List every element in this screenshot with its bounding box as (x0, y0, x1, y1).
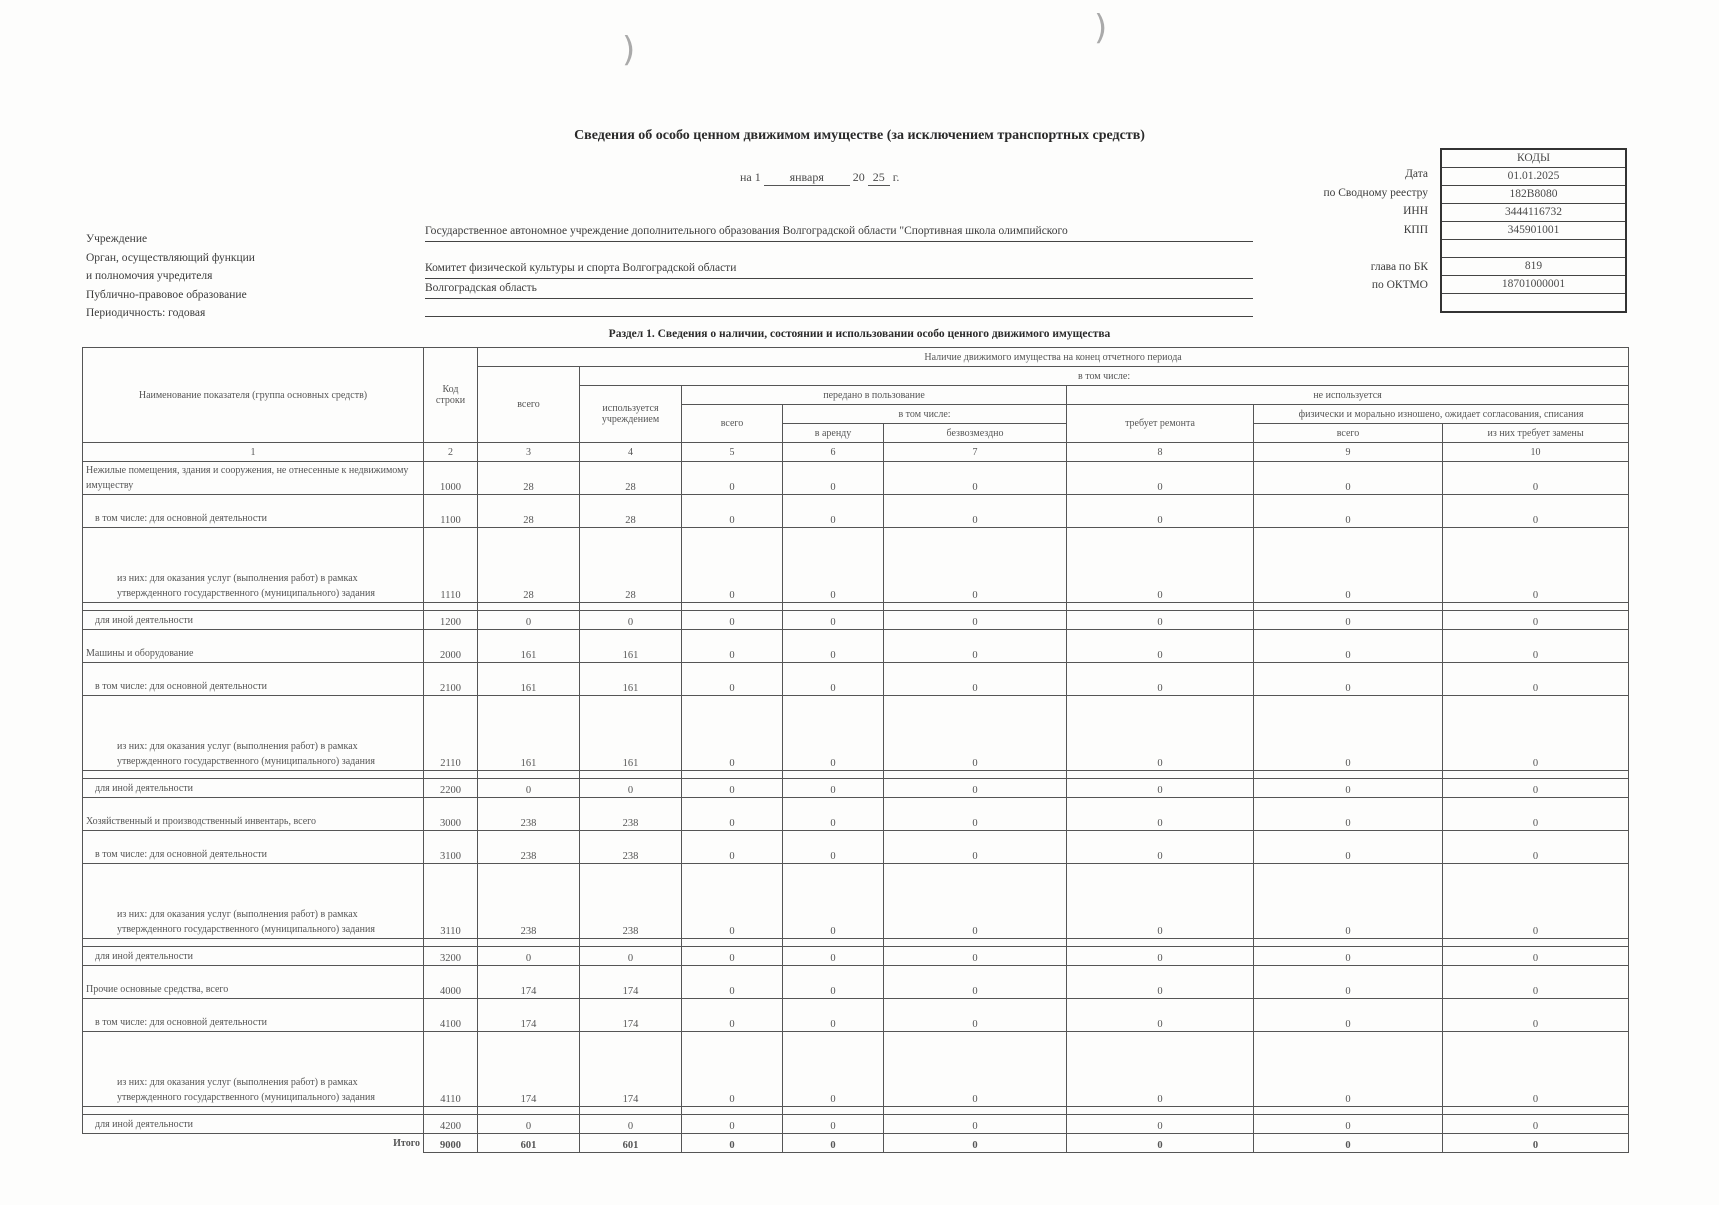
cell-value: 0 (1067, 1134, 1254, 1153)
cell-value: 0 (682, 966, 783, 999)
row-name: для иной деятельности (83, 779, 424, 798)
cell-value: 0 (1443, 864, 1629, 939)
header-repair: требует ремонта (1067, 405, 1254, 443)
cell-value: 0 (1067, 1032, 1254, 1107)
cell-value: 0 (884, 495, 1067, 528)
row-code: 4100 (424, 999, 478, 1032)
cell-value: 0 (783, 630, 884, 663)
cell-value: 174 (478, 999, 580, 1032)
row-code: 3000 (424, 798, 478, 831)
row-name: для иной деятельности (83, 1115, 424, 1134)
row-name: Хозяйственный и производственный инвентарь, всего (83, 798, 424, 831)
cell-value: 0 (1067, 696, 1254, 771)
row-name: Итого (393, 1138, 420, 1149)
cell-value: 0 (1254, 1134, 1443, 1153)
total-row (83, 1134, 1629, 1153)
header-transferred: передано в пользование (682, 386, 1067, 405)
row-name: в том числе: для основной деятельности (83, 495, 424, 528)
cell-value: 0 (1443, 966, 1629, 999)
cell-value: 0 (580, 947, 682, 966)
cell-value: 238 (478, 831, 580, 864)
cell-value: 0 (1254, 528, 1443, 603)
cell-value: 0 (1443, 462, 1629, 495)
cell-value: 0 (1254, 947, 1443, 966)
spacer-row (83, 603, 1629, 611)
row-code: 4110 (424, 1032, 478, 1107)
row-code: 3100 (424, 831, 478, 864)
cell-value: 0 (1254, 831, 1443, 864)
table-row (83, 779, 1629, 798)
row-name: из них: для оказания услуг (выполнения работ) в рамках утвержденного государственного (муниципального) задания (83, 1032, 424, 1107)
cell-value: 0 (478, 1115, 580, 1134)
cell-value: 0 (884, 831, 1067, 864)
table-row (83, 831, 1629, 864)
cell-value: 0 (682, 864, 783, 939)
report-year: 25 (868, 170, 890, 186)
cell-value: 0 (1443, 1134, 1629, 1153)
cell-value: 0 (682, 611, 783, 630)
cell-value: 0 (1254, 1032, 1443, 1107)
table-row (83, 798, 1629, 831)
cell-value: 0 (1254, 611, 1443, 630)
header-total: всего (478, 367, 580, 443)
cell-value: 174 (580, 999, 682, 1032)
row-code: 2000 (424, 630, 478, 663)
cell-value: 0 (1067, 495, 1254, 528)
cell-value: 0 (783, 611, 884, 630)
table-row (83, 630, 1629, 663)
row-code: 1000 (424, 462, 478, 495)
cell-value: 161 (478, 630, 580, 663)
row-name: из них: для оказания услуг (выполнения работ) в рамках утвержденного государственного (муниципального) задания (83, 528, 424, 603)
cell-value: 0 (783, 462, 884, 495)
cell-value: 0 (1443, 999, 1629, 1032)
row-name: Нежилые помещения, здания и сооружения, не отнесенные к недвижимому имуществу (83, 462, 424, 495)
cell-value: 0 (1067, 630, 1254, 663)
cell-value: 0 (884, 966, 1067, 999)
cell-value: 0 (1067, 831, 1254, 864)
section-title: Раздел 1. Сведения о наличии, состоянии и использовании особо ценного движимого имущества (608, 328, 1111, 340)
table-row (83, 462, 1629, 495)
cell-value: 238 (478, 798, 580, 831)
row-name: в том числе: для основной деятельности (83, 663, 424, 696)
header-name: Наименование показателя (группа основных средств) (83, 348, 424, 443)
header-rent: в аренду (783, 424, 884, 443)
report-month: января (764, 170, 850, 186)
cell-value: 174 (580, 1032, 682, 1107)
cell-value: 0 (783, 663, 884, 696)
spacer-row (83, 939, 1629, 947)
header-transferred-including: в том числе: (783, 405, 1067, 424)
cell-value: 0 (1443, 779, 1629, 798)
row-name: в том числе: для основной деятельности (83, 831, 424, 864)
cell-value: 0 (1254, 779, 1443, 798)
cell-value: 0 (682, 798, 783, 831)
table-row (83, 947, 1629, 966)
row-code: 2110 (424, 696, 478, 771)
cell-value: 0 (1067, 966, 1254, 999)
cell-value: 0 (478, 947, 580, 966)
cell-value: 238 (580, 864, 682, 939)
founder-name: Комитет физической культуры и спорта Волгоградской области (425, 262, 1253, 279)
cell-value: 0 (682, 831, 783, 864)
cell-value: 0 (783, 1134, 884, 1153)
cell-value: 0 (783, 966, 884, 999)
header-code: Код строки (424, 348, 478, 443)
row-name: из них: для оказания услуг (выполнения работ) в рамках утвержденного государственного (муниципального) задания (83, 696, 424, 771)
cell-value: 0 (1443, 611, 1629, 630)
cell-value: 28 (580, 528, 682, 603)
row-code: 3200 (424, 947, 478, 966)
cell-value: 0 (1443, 1115, 1629, 1134)
table-row (83, 966, 1629, 999)
cell-value: 0 (884, 864, 1067, 939)
spacer-row (83, 1107, 1629, 1115)
header-transferred-total: всего (682, 405, 783, 443)
cell-value: 0 (1443, 630, 1629, 663)
cell-value: 0 (1443, 947, 1629, 966)
table-row (83, 1032, 1629, 1107)
cell-value: 0 (783, 831, 884, 864)
table-row (83, 495, 1629, 528)
cell-value: 161 (478, 663, 580, 696)
cell-value: 161 (580, 630, 682, 663)
table-row (83, 611, 1629, 630)
header-availability: Наличие движимого имущества на конец отчетного периода (478, 348, 1629, 367)
periodicity-line (425, 300, 1253, 317)
table-row (83, 999, 1629, 1032)
cell-value: 0 (1254, 696, 1443, 771)
cell-value: 0 (682, 528, 783, 603)
cell-value: 0 (884, 663, 1067, 696)
column-numbers-row: 1 2 3 4 5 6 7 8 9 10 (83, 443, 1629, 462)
cell-value: 28 (580, 462, 682, 495)
cell-value: 0 (1067, 798, 1254, 831)
cell-value: 238 (478, 864, 580, 939)
cell-value: 0 (682, 663, 783, 696)
cell-value: 0 (884, 1032, 1067, 1107)
cell-value: 161 (580, 663, 682, 696)
cell-value: 28 (478, 495, 580, 528)
cell-value: 0 (1067, 528, 1254, 603)
code-labels: Дата по Сводному реестру ИНН КПП глава по БК по ОКТМО (1323, 168, 1428, 291)
table-row (83, 528, 1629, 603)
cell-value: 161 (478, 696, 580, 771)
cell-value: 0 (1254, 798, 1443, 831)
cell-value: 0 (682, 495, 783, 528)
row-code: 2100 (424, 663, 478, 696)
cell-value: 0 (478, 611, 580, 630)
cell-value: 0 (783, 864, 884, 939)
header-free: безвозмездно (884, 424, 1067, 443)
cell-value: 0 (884, 611, 1067, 630)
cell-value: 0 (884, 798, 1067, 831)
cell-value: 0 (1254, 999, 1443, 1032)
cell-value: 0 (783, 1032, 884, 1107)
cell-value: 0 (1067, 611, 1254, 630)
cell-value: 0 (1254, 966, 1443, 999)
cell-value: 0 (884, 999, 1067, 1032)
cell-value: 601 (478, 1134, 580, 1153)
cell-value: 0 (1254, 864, 1443, 939)
cell-value: 28 (478, 462, 580, 495)
cell-value: 0 (783, 798, 884, 831)
institution-name: Государственное автономное учреждение дополнительного образования Волгоградской области "Спортивная школа олимпийского (425, 225, 1253, 242)
cell-value: 174 (478, 1032, 580, 1107)
cell-value: 0 (1067, 947, 1254, 966)
cell-value: 238 (580, 798, 682, 831)
cell-value: 0 (580, 611, 682, 630)
cell-value: 0 (783, 779, 884, 798)
cell-value: 0 (884, 462, 1067, 495)
municipality-name: Волгоградская область (425, 282, 1253, 299)
cell-value: 0 (1067, 779, 1254, 798)
cell-value: 0 (1067, 1115, 1254, 1134)
cell-value: 0 (682, 1134, 783, 1153)
cell-value: 0 (1254, 630, 1443, 663)
row-code: 3110 (424, 864, 478, 939)
cell-value: 0 (783, 495, 884, 528)
cell-value: 0 (1067, 864, 1254, 939)
cell-value: 0 (478, 779, 580, 798)
cell-value: 174 (478, 966, 580, 999)
cell-value: 0 (580, 1115, 682, 1134)
row-code: 4200 (424, 1115, 478, 1134)
row-code: 1100 (424, 495, 478, 528)
report-date-line: на 1 января 20 25 г. (740, 170, 900, 184)
row-code: 9000 (424, 1134, 478, 1153)
row-name: Прочие основные средства, всего (83, 966, 424, 999)
scan-mark-icon: ) (1094, 8, 1108, 48)
cell-value: 0 (682, 1032, 783, 1107)
cell-value: 0 (783, 999, 884, 1032)
cell-value: 0 (580, 779, 682, 798)
cell-value: 0 (884, 696, 1067, 771)
cell-value: 238 (580, 831, 682, 864)
cell-value: 0 (1067, 663, 1254, 696)
table-row (83, 663, 1629, 696)
header-used: используется учреждением (580, 386, 682, 443)
cell-value: 0 (1254, 1115, 1443, 1134)
header-worn-total: всего (1254, 424, 1443, 443)
cell-value: 0 (1067, 462, 1254, 495)
cell-value: 0 (783, 1115, 884, 1134)
row-code: 2200 (424, 779, 478, 798)
property-table (82, 347, 1629, 1153)
cell-value: 0 (682, 779, 783, 798)
cell-value: 0 (884, 1134, 1067, 1153)
row-name: для иной деятельности (83, 947, 424, 966)
document-title: Сведения об особо ценном движимом имуществе (за исключением транспортных средств) (574, 128, 1145, 143)
header-not-used: не используется (1067, 386, 1629, 405)
cell-value: 0 (682, 630, 783, 663)
cell-value: 0 (783, 696, 884, 771)
cell-value: 28 (580, 495, 682, 528)
row-name: в том числе: для основной деятельности (83, 999, 424, 1032)
spacer-row (83, 771, 1629, 779)
cell-value: 0 (1443, 663, 1629, 696)
cell-value: 601 (580, 1134, 682, 1153)
cell-value: 0 (1067, 999, 1254, 1032)
codes-box: КОДЫ 01.01.2025 182B8080 3444116732 345901001 819 18701000001 (1440, 148, 1627, 313)
header-worn-replace: из них требует замены (1443, 424, 1629, 443)
header-labels: Учреждение Орган, осуществляющий функции и полномочия учредителя Публично-правовое образование Периодичность: годовая (86, 233, 255, 319)
row-name: для иной деятельности (83, 611, 424, 630)
header-worn: физически и морально изношено, ожидает согласования, списания (1254, 405, 1629, 424)
row-name: Машины и оборудование (83, 630, 424, 663)
cell-value: 0 (682, 696, 783, 771)
cell-value: 0 (884, 528, 1067, 603)
cell-value: 28 (478, 528, 580, 603)
cell-value: 0 (884, 779, 1067, 798)
cell-value: 0 (682, 462, 783, 495)
cell-value: 0 (682, 1115, 783, 1134)
cell-value: 161 (580, 696, 682, 771)
cell-value: 0 (1443, 831, 1629, 864)
table-row (83, 864, 1629, 939)
cell-value: 0 (1254, 462, 1443, 495)
scan-mark-icon: ) (622, 30, 636, 70)
cell-value: 0 (1443, 528, 1629, 603)
cell-value: 0 (682, 999, 783, 1032)
cell-value: 0 (1443, 495, 1629, 528)
row-code: 4000 (424, 966, 478, 999)
row-code: 1110 (424, 528, 478, 603)
cell-value: 0 (1254, 495, 1443, 528)
cell-value: 0 (1254, 663, 1443, 696)
header-including: в том числе: (580, 367, 1629, 386)
cell-value: 0 (1443, 1032, 1629, 1107)
cell-value: 0 (783, 947, 884, 966)
table-row (83, 696, 1629, 771)
row-name: из них: для оказания услуг (выполнения работ) в рамках утвержденного государственного (муниципального) задания (83, 864, 424, 939)
cell-value: 0 (682, 947, 783, 966)
cell-value: 0 (783, 528, 884, 603)
cell-value: 0 (884, 947, 1067, 966)
cell-value: 0 (884, 630, 1067, 663)
cell-value: 174 (580, 966, 682, 999)
table-row (83, 1115, 1629, 1134)
row-code: 1200 (424, 611, 478, 630)
cell-value: 0 (884, 1115, 1067, 1134)
cell-value: 0 (1443, 798, 1629, 831)
cell-value: 0 (1443, 696, 1629, 771)
